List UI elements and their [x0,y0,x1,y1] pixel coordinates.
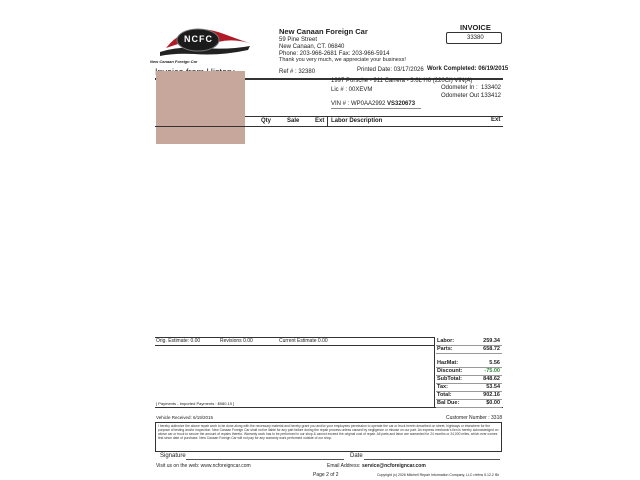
totals-value: $0.00 [486,400,500,406]
ref-number: Ref # : 32380 [279,69,316,75]
totals-value: 53.54 [486,384,500,390]
totals-panel [436,338,502,406]
redacted-customer-info [156,71,245,144]
vin-prefix: VIN # : WP0AA2992 [331,101,386,107]
col-labor-description: Labor Description [331,118,383,124]
columns-bottom-line [155,126,503,127]
payments-note: [ Payments - Imported Payments : $980.10 ] [156,401,235,406]
work-completed-date: Work Completed: 06/19/2015 [427,66,509,72]
totals-label: Total: [437,392,452,398]
logo-badge-text: NCFC [184,34,213,44]
totals-label: Tax: [437,384,448,390]
website[interactable]: Visit us on the web: www.ncforeigncar.com [156,463,251,469]
authorization-text: I hereby authorize the above repair work to be done along with the necessary material and hereby grant you and/or your employees permission to operate the car or truck herein described on street, highways or elsewhere for the purpose of testing and/or inspection. New Canaan Foreign Car shall not be liable for any part failure during the repair process unless caused by negligence or misuse on our part. An express mechanic's lien is hereby acknowledged on above car or truck to secure the amount of repairs thereto. Warranty work has to be performed in our shop & cannot exceed the original cost of repair. All parts and labor are warranted for 24 months or 24,000 miles, which ever comes first since date of purchase. New Canaan Foreign Car will not pay for any warranty work performed outside of our shop. [158,424,499,440]
shop-thanks: Thank you very much, we appreciate your business! [279,57,406,63]
shop-city: New Canaan, CT. 06840 [279,44,345,50]
vin-underline [331,108,421,109]
col-sale: Sale [287,118,300,124]
vehicle-description: 1997 Porsche - 911 Carrera - 3.6L H6 (220CI) VIN(A) [331,78,473,84]
totals-value: -75.00 [484,368,500,374]
odometer-in-label: Odometer In : [441,85,478,91]
date-label: Date [350,453,363,459]
copyright: Copyright (c) 2026 Mitchell Repair Information Company, LLC r/efms 5.12.2 f8r [377,473,499,477]
totals-value: 259.34 [483,338,500,344]
totals-label: Discount: [437,368,463,374]
totals-label: Labor: [437,338,455,344]
email-address[interactable]: service@ncforeigncar.com [362,463,426,469]
columns-top-line [245,116,503,117]
totals-value: 658.72 [483,346,500,352]
printed-date: Printed Date: 03/17/2026 [357,67,424,73]
totals-row [436,376,502,383]
invoice-number-box [446,32,502,44]
orig-estimate: Orig. Estimate: 0.00 [156,338,201,344]
page-indicator: Page 2 of 2 [313,472,339,478]
current-estimate: Current Estimate 0.00 [279,338,328,344]
totals-value: 5.56 [489,360,500,366]
signature-line [186,459,344,460]
col-divider [327,117,328,126]
totals-row [436,384,502,391]
totals-label: HazMat: [437,360,459,366]
totals-value: 902.16 [483,392,500,398]
col-ext: Ext [315,118,325,124]
totals-divider [434,337,435,407]
vehicle-received: Vehicle Received: 6/19/2015 [156,415,214,420]
vin-number [331,101,415,107]
totals-label: SubTotal: [437,376,462,382]
totals-label: Parts: [437,346,453,352]
authorization-box [155,422,502,452]
col-ext-labor: Ext [491,117,501,123]
license-plate: Lic # : 00XEVM [331,87,373,93]
odometer-in-value: 133402 [481,85,502,91]
revisions: Revisions 0.00 [220,338,253,344]
signature-label: Signature [160,453,186,459]
totals-row [436,338,502,345]
shop-street: 59 Pine Street [279,37,318,43]
totals-row [436,400,502,407]
shop-logo [148,18,258,66]
totals-rule [436,407,502,408]
customer-number: Customer Number : 3318 [446,415,503,421]
totals-value: 848.62 [483,376,500,382]
email-label: Email Address: [327,463,361,469]
logo-caption: New Canaan Foreign Car [150,59,198,64]
totals-row [436,368,502,375]
totals-rule [436,353,502,354]
shop-name: New Canaan Foreign Car [279,27,368,36]
totals-row [436,346,502,353]
shop-phone: Phone: 203-966-2681 Fax: 203-966-5914 [279,51,390,57]
odometer-out-value: 133412 [481,93,502,99]
vin-suffix: VS320673 [387,101,416,107]
odometer-out-label: Odometer Out : [441,93,483,99]
totals-row [436,392,502,399]
invoice-label: INVOICE [460,23,491,32]
totals-label: Bal Due: [437,400,460,406]
estimates-bottom-line [155,345,435,346]
col-qty: Qty [261,118,272,124]
date-line [364,459,500,460]
invoice-number: 33380 [467,35,484,41]
totals-row [436,360,502,367]
